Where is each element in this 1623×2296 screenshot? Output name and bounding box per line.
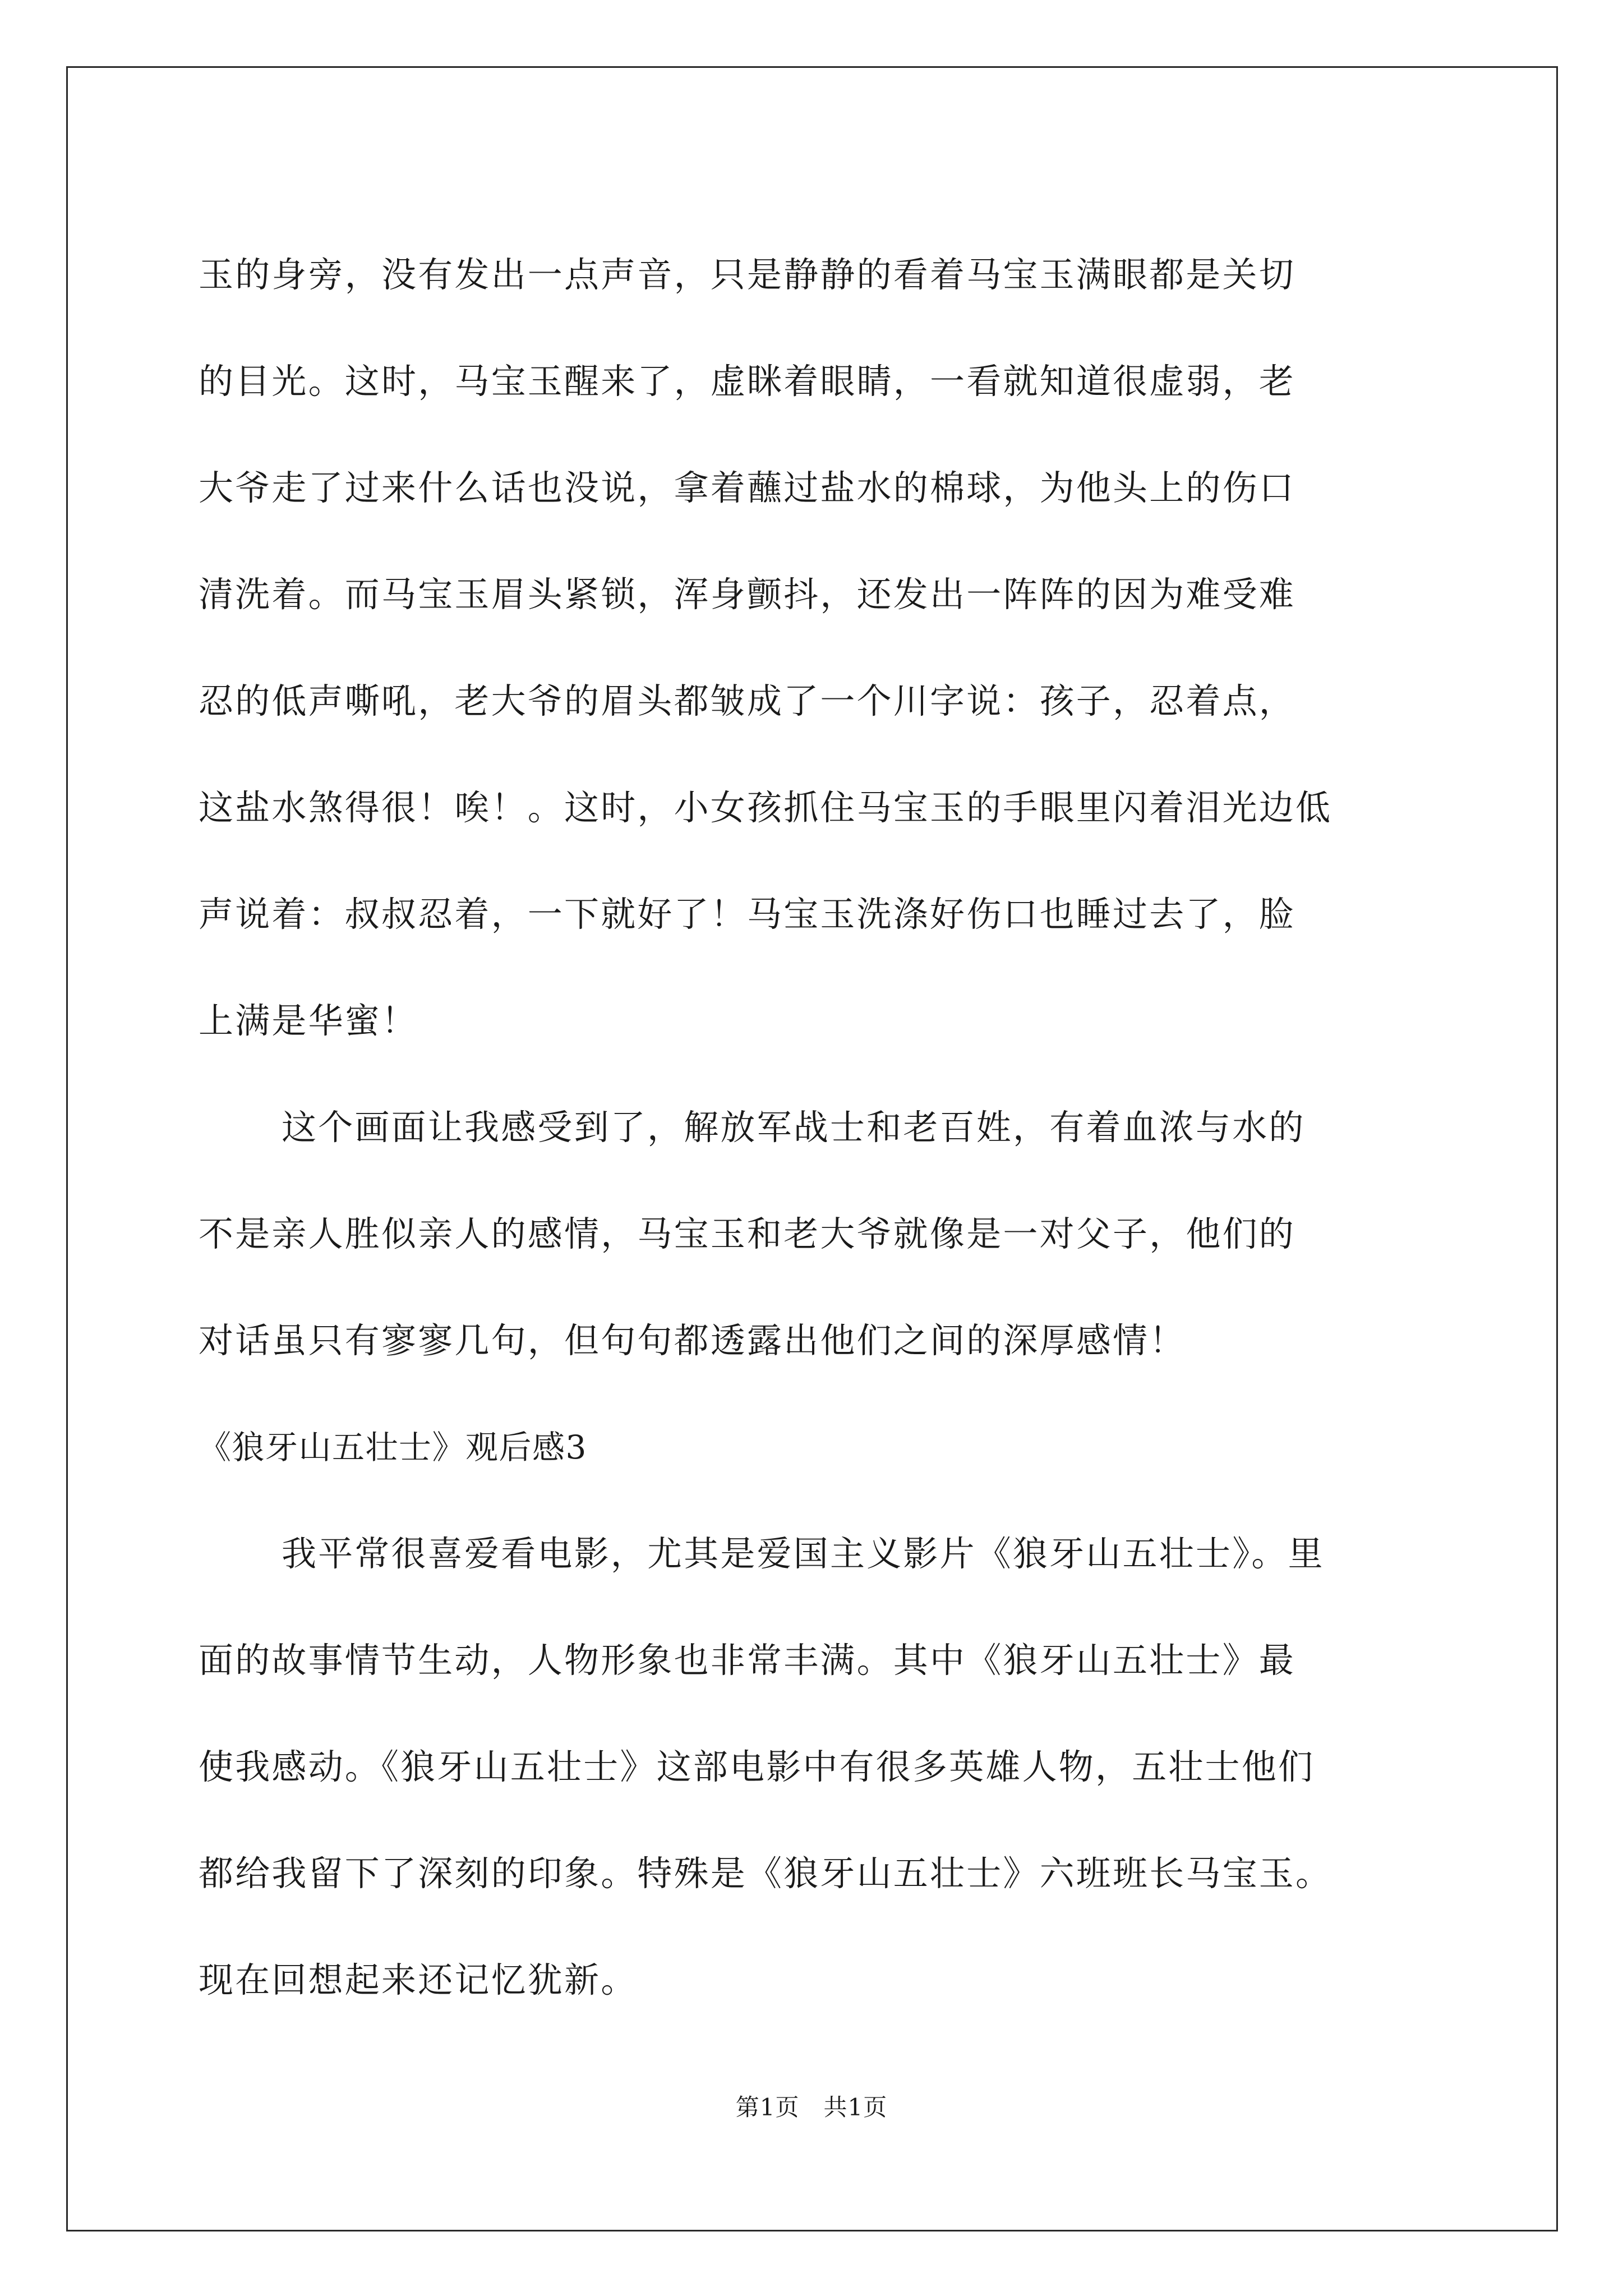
paragraph-line: 忍的低声嘶吼，老大爷的眉头都皱成了一个川字说：孩子，忍着点， (199, 680, 1296, 721)
paragraph-line: 清洗着。而马宝玉眉头紧锁，浑身颤抖，还发出一阵阵的因为难受难 (199, 574, 1296, 615)
paragraph-line: 都给我留下了深刻的印象。特殊是《狼牙山五壮士》六班班长马宝玉。 (199, 1853, 1332, 1894)
paragraph-line: 上满是华蜜！ (199, 1000, 418, 1041)
paragraph-line: 面的故事情节生动，人物形象也非常丰满。其中《狼牙山五壮士》最 (199, 1640, 1296, 1681)
document-body (199, 222, 1483, 2033)
section-heading: 《狼牙山五壮士》观后感3 (199, 1428, 587, 1466)
paragraph-line: 我平常很喜爱看电影，尤其是爱国主义影片《狼牙山五壮士》。里 (282, 1533, 1325, 1574)
page-number-footer: 第1页 共1页 (735, 2093, 888, 2121)
paragraph-line: 这盐水煞得很！唉！。这时，小女孩抓住马宝玉的手眼里闪着泪光边低 (199, 787, 1332, 828)
paragraph-line: 大爷走了过来什么话也没说，拿着蘸过盐水的棉球，为他头上的伤口 (199, 467, 1296, 508)
paragraph-line: 这个画面让我感受到了，解放军战士和老百姓，有着血浓与水的 (282, 1107, 1306, 1148)
paragraph-line: 对话虽只有寥寥几句，但句句都透露出他们之间的深厚感情！ (199, 1320, 1186, 1361)
paragraph-line: 现在回想起来还记忆犹新。 (199, 1959, 638, 2000)
paragraph-line: 声说着：叔叔忍着，一下就好了！马宝玉洗涤好伤口也睡过去了，脸 (199, 894, 1296, 935)
paragraph-line: 玉的身旁，没有发出一点声音，只是静静的看着马宝玉满眼都是关切 (199, 254, 1296, 295)
paragraph-line: 的目光。这时，马宝玉醒来了，虚眯着眼睛，一看就知道很虚弱，老 (199, 361, 1296, 402)
paragraph-line: 不是亲人胜似亲人的感情，马宝玉和老大爷就像是一对父子，他们的 (199, 1213, 1296, 1254)
paragraph-line: 使我感动。《狼牙山五壮士》这部电影中有很多英雄人物，五壮士他们 (199, 1746, 1315, 1787)
